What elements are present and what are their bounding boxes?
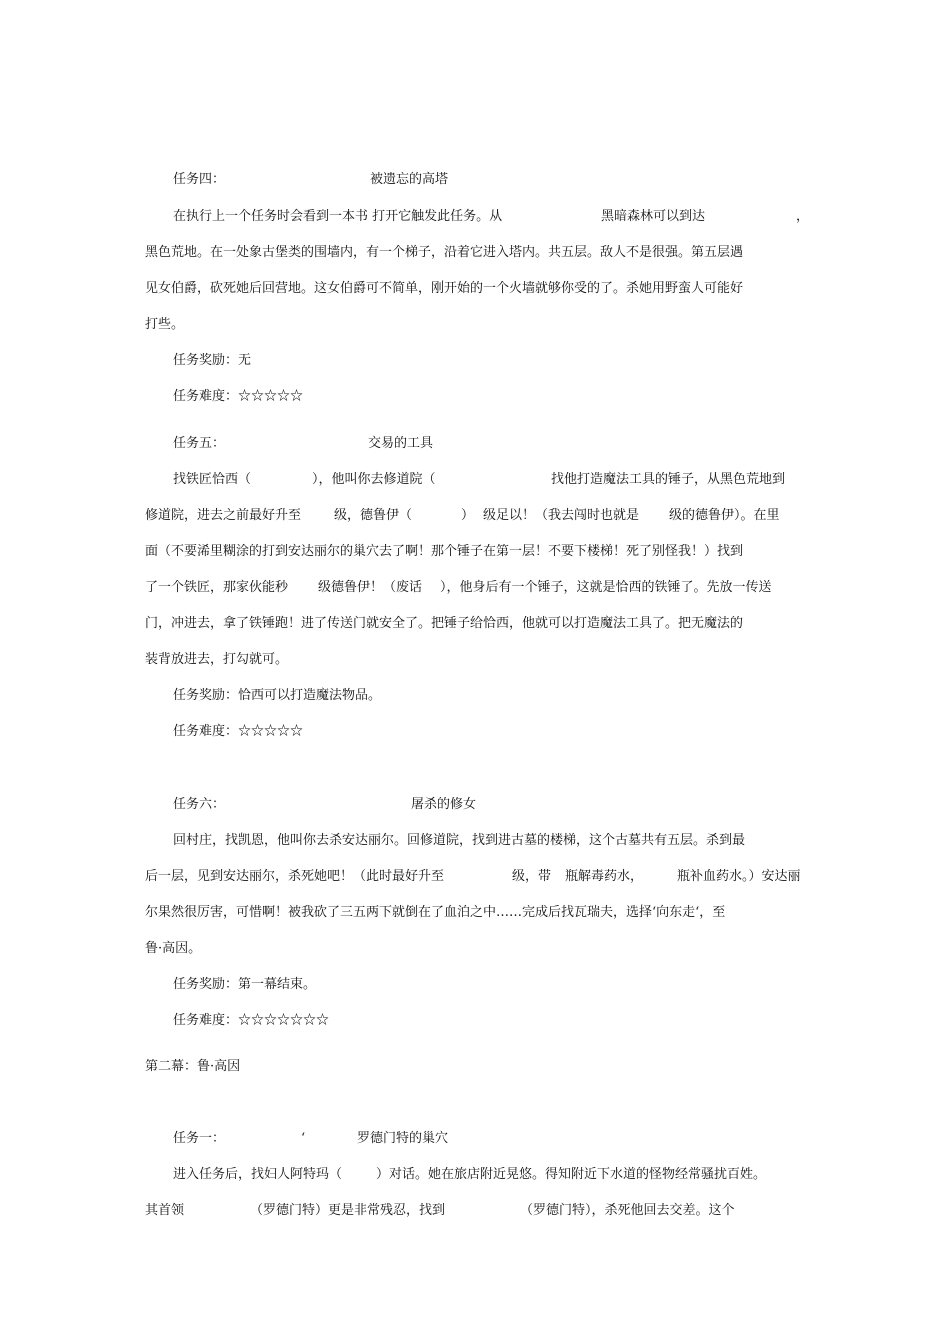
task4-heading-label: 任务四： — [173, 172, 226, 187]
act2-task1-l2-a: 其首领 — [145, 1203, 185, 1218]
task5-l4-b: 级德鲁伊！（废话 — [318, 580, 423, 595]
task5-l2-b: 级，德鲁伊（ — [334, 508, 413, 523]
task5-l1-c: 找他打造魔法工具的锤子，从黑色荒地到 — [551, 472, 786, 487]
act2-task1-heading-quote: ‘ — [301, 1131, 306, 1146]
act2-task1-l1-b: ）对话。她在旅店附近晃悠。得知附近下水道的怪物经常骚扰百姓。 — [376, 1167, 767, 1182]
act2-task1-heading-title: 罗德门特的巢穴 — [357, 1131, 449, 1146]
task6-heading-label: 任务六： — [173, 797, 226, 812]
task5-l1-a: 找铁匠恰西（ — [173, 472, 252, 487]
task5-l4-a: 了一个铁匠，那家伙能秒 — [145, 580, 289, 595]
task4-difficulty: 任务难度：☆☆☆☆☆ — [173, 389, 304, 404]
task4-p4: 打些。 — [145, 317, 185, 332]
task5-l1-b: ），他叫你去修道院（ — [312, 472, 436, 487]
task5-l2-d: 级足以！（我去闯时也就是 — [483, 508, 640, 523]
task5-heading-label: 任务五： — [173, 436, 226, 451]
task6-difficulty: 任务难度：☆☆☆☆☆☆☆ — [173, 1013, 330, 1028]
act2-task1-l2-c: （罗德门特），杀死他回去交差。这个 — [520, 1203, 735, 1218]
task6-l2-a: 后一层，见到安达丽尔，杀死她吧！（此时最好升至 — [145, 869, 445, 884]
task5-heading-title: 交易的工具 — [368, 436, 434, 451]
act2-task1-l2-b: （罗德门特）更是非常残忍，找到 — [250, 1203, 446, 1218]
task4-p2: 黑色荒地。在一处象古堡类的围墙内，有一个梯子，沿着它进入塔内。共五层。敌人不是很强。第五层遇 — [145, 245, 744, 260]
task6-heading-title: 屠杀的修女 — [411, 797, 477, 812]
task5-l2-e: 级的德鲁伊）。在里 — [669, 508, 780, 523]
task5-difficulty: 任务难度：☆☆☆☆☆ — [173, 724, 304, 739]
task6-l2-b: 级，带 — [512, 869, 552, 884]
task4-p1-a: 在执行上一个任务时会看到一本书 打开它触发此任务。从 — [173, 209, 503, 224]
task5-l5: 门，冲进去，拿了铁锤跑！进了传送门就安全了。把锤子给恰西，他就可以打造魔法工具了。把无魔法的 — [145, 616, 744, 631]
task6-l3: 尔果然很厉害，可惜啊！被我砍了三五两下就倒在了血泊之中……完成后找瓦瑞夫，选择‘向东走‘，至 — [145, 905, 726, 920]
task6-l1: 回村庄，找凯恩，他叫你去杀安达丽尔。回修道院，找到进古墓的楼梯，这个古墓共有五层。杀到最 — [173, 833, 746, 848]
task5-l2-a: 修道院，进去之前最好升至 — [145, 508, 302, 523]
task5-l3: 面（不要浠里糊涂的打到安达丽尔的巢穴去了啊！那个锤子在第一层！不要下楼梯！死了别怪我！）找到 — [145, 544, 744, 559]
task4-heading — [173, 171, 225, 189]
act2-heading: 第二幕：鲁·高因 — [145, 1059, 241, 1074]
task5-l4-c: ），他身后有一个锤子，这就是恰西的铁锤了。先放一传送 — [440, 580, 772, 595]
task4-p3: 见女伯爵，砍死她后回营地。这女伯爵可不简单，刚开始的一个火墙就够你受的了。杀她用野蛮人可能好 — [145, 281, 744, 296]
task6-l4: 鲁·高因。 — [145, 941, 202, 956]
task6-l2-d: 瓶补血药水。）安达丽 — [677, 869, 801, 884]
task4-heading-title: 被遗忘的高塔 — [370, 172, 449, 187]
task5-reward: 任务奖励：恰西可以打造魔法物品。 — [173, 688, 382, 703]
act2-task1-heading-label: 任务一： — [173, 1131, 226, 1146]
task4-p1-c: ， — [796, 209, 810, 224]
task6-reward: 任务奖励：第一幕结束。 — [173, 977, 317, 992]
task5-l2-c: ） — [461, 508, 475, 523]
task6-l2-c: 瓶解毒药水， — [565, 869, 644, 884]
task4-reward: 任务奖励：无 — [173, 353, 252, 368]
task5-l6: 装背放进去，打勾就可。 — [145, 652, 289, 667]
task4-p1-b: 黑暗森林可以到达 — [601, 209, 706, 224]
act2-task1-l1-a: 进入任务后，找妇人阿特玛（ — [173, 1167, 343, 1182]
